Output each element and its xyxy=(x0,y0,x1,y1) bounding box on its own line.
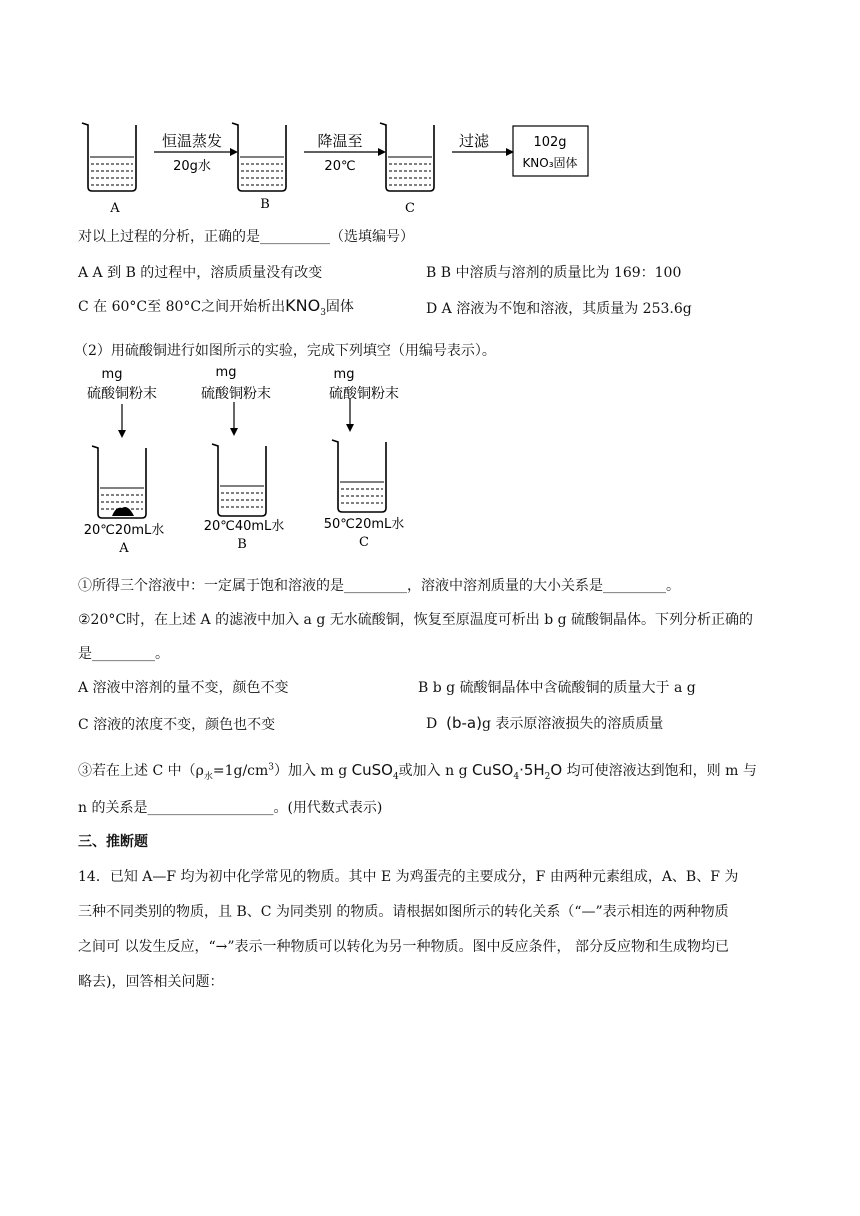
copper-sulfate-diagram xyxy=(78,362,438,562)
beaker-b-label: B xyxy=(260,197,270,212)
beaker-c-label: C xyxy=(405,201,415,216)
q2-statement-2-line2: 是_________。 xyxy=(78,646,169,662)
beaker-b xyxy=(232,123,286,191)
step1-top: 恒温蒸发 xyxy=(161,132,223,150)
mass-label-b: mg xyxy=(215,365,237,380)
beaker-a-label: A xyxy=(110,201,120,216)
label-a: A xyxy=(119,541,129,556)
result-substance: KNO₃固体 xyxy=(522,156,578,170)
q2-statement-2-line1: ②20°C时，在上述 A 的滤液中加入 a g 无水硫酸铜，恢复至原温度可析出 b g 硫酸铜晶体。下列分析正确的 xyxy=(78,612,754,628)
step2-top: 降温至 xyxy=(317,132,363,150)
q14-line1: 14．已知 A—F 均为初中化学常见的物质。其中 E 为鸡蛋壳的主要成分，F 由两种元素组成，A、B、F 为 xyxy=(78,869,739,885)
q2-statement-3-line2: n 的关系是__________________。(用代数式表示) xyxy=(78,800,383,816)
cuso4-beaker-a xyxy=(92,404,146,518)
q2-option-d: D (b-a)g 表示原溶液损失的溶质质量 xyxy=(426,714,664,732)
q2-option-a: A 溶液中溶剂的量不变，颜色不变 xyxy=(78,680,289,696)
section-heading: 三、推断题 xyxy=(78,834,148,850)
powder-label-b: 硫酸铜粉末 xyxy=(201,386,271,402)
result-mass: 102g xyxy=(533,135,567,150)
q14-line3: 之间可 以发生反应，“→”表示一种物质可以转化为另一种物质。图中反应条件， 部分反应物和生成物均已 xyxy=(78,939,729,955)
mass-label-a: mg xyxy=(101,367,123,382)
powder-label-a: 硫酸铜粉末 xyxy=(87,386,157,402)
powder-label-c: 硫酸铜粉末 xyxy=(329,386,399,402)
q14-line4: 略去)，回答相关问题： xyxy=(78,974,224,990)
cuso4-beaker-c xyxy=(332,398,386,512)
step3-top: 过滤 xyxy=(458,132,490,150)
q1-option-a: A A 到 B 的过程中，溶质质量没有改变 xyxy=(78,265,323,281)
q2-option-c: C 溶液的浓度不变，颜色也不变 xyxy=(78,717,276,733)
condition-c: 50℃20mL水 xyxy=(323,517,405,532)
step1-bottom: 20g水 xyxy=(173,159,211,174)
evaporation-diagram xyxy=(70,115,610,225)
q1-option-d: D A 溶液为不饱和溶液，其质量为 253.6g xyxy=(426,301,692,317)
mass-label-c: mg xyxy=(333,367,355,382)
label-c: C xyxy=(359,535,369,550)
condition-b: 20℃40mL水 xyxy=(203,519,285,534)
q1-option-c: C 在 60°C至 80°C之间开始析出$KNO_3$固体 xyxy=(78,296,354,318)
q2-option-b: B b g 硫酸铜晶体中含硫酸铜的质量大于 a g xyxy=(418,680,696,696)
q14-line2: 三种不同类别的物质，且 B、C 为同类别 的物质。请根据如图所示的转化关系（“—”表示相连的两种物质 xyxy=(78,904,729,920)
q1-option-b: B B 中溶质与溶剂的质量比为 169：100 xyxy=(426,265,682,281)
cuso4-beaker-b xyxy=(212,402,266,516)
q2-statement-3: ③若在上述 C 中$(\rho_水=1g/cm^3)$加入 m g CuSO$_4$或加入 n g $CuSO_4\cdot 5H_2O$ 均可使溶液达到饱和，则 m 与 xyxy=(78,761,757,782)
q1-prompt: 对以上过程的分析，正确的是__________（选填编号） xyxy=(78,229,414,245)
beaker-c xyxy=(380,123,434,191)
part2-intro: （2）用硫酸铜进行如图所示的实验，完成下列填空（用编号表示）。 xyxy=(74,343,496,359)
step2-bottom: 20℃ xyxy=(324,159,356,174)
q2-statement-1: ①所得三个溶液中：一定属于饱和溶液的是_________，溶液中溶剂质量的大小关系是_________。 xyxy=(78,578,680,594)
beaker-a xyxy=(82,123,136,191)
label-b: B xyxy=(237,537,247,552)
condition-a: 20℃20mL水 xyxy=(83,523,165,538)
